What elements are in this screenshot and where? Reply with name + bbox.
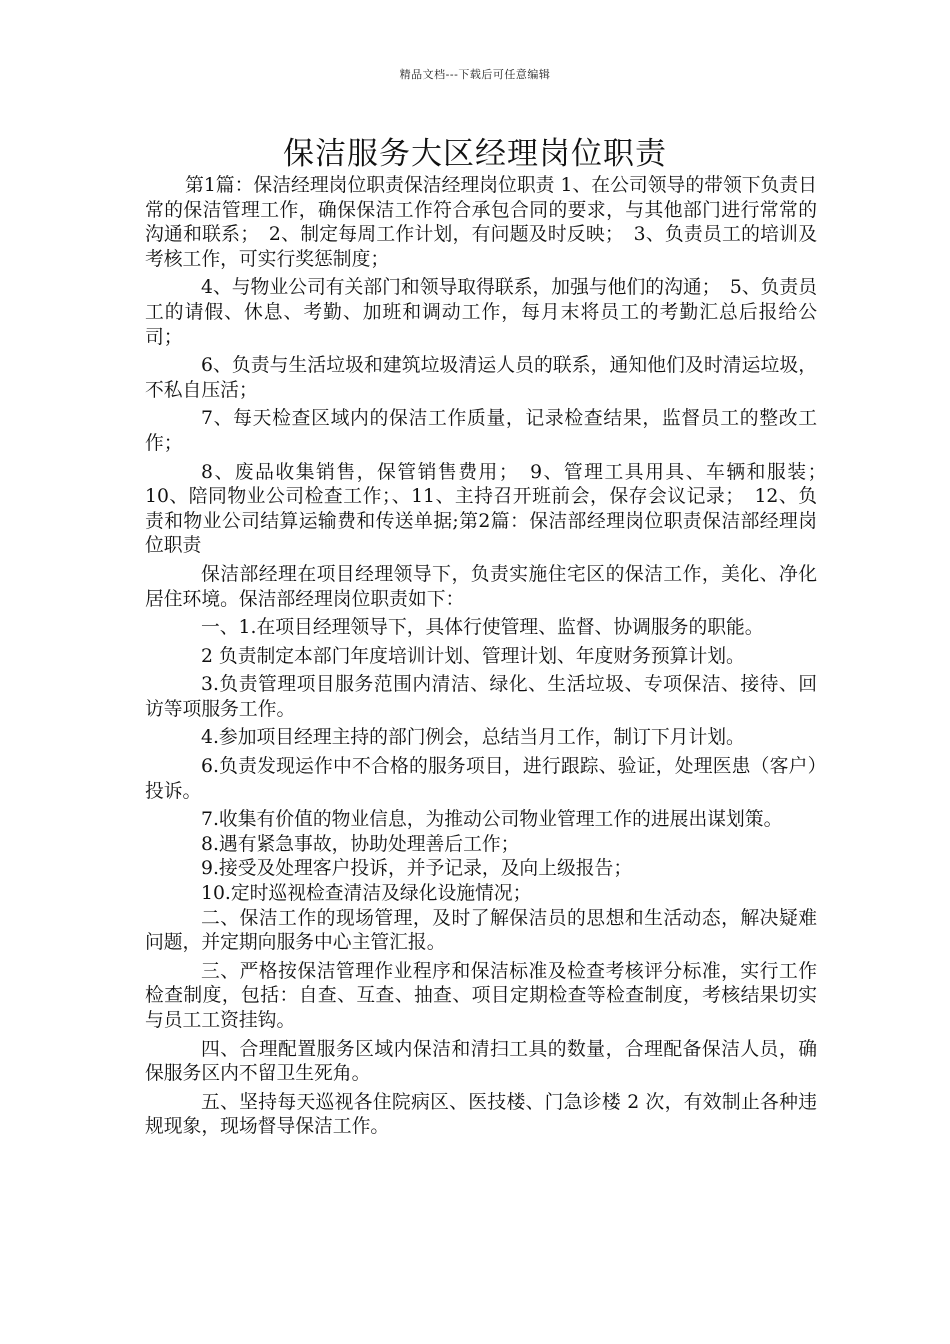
header-note: 精品文档---下载后可任意编辑 — [399, 68, 551, 81]
document-body — [145, 174, 836, 1140]
paragraph: 二、保洁工作的现场管理，及时了解保洁员的思想和生活动态，解决疑难问题，并定期向服务中心主管汇报。 — [145, 907, 817, 954]
document-title: 保洁服务大区经理岗位职责 — [283, 136, 667, 172]
paragraph: 10.定时巡视检查清洁及绿化设施情况； — [201, 883, 532, 905]
paragraph: 2 负责制定本部门年度培训计划、管理计划、年度财务预算计划。 — [201, 645, 745, 667]
paragraph: 8、废品收集销售，保管销售费用； 9、管理工具用具、车辆和服装； 10、陪同物业公司检查工作；、11、主持召开班前会，保存会议记录； 12、负责和物业公司结算运输费和传送单据;第2篇：保洁部经理岗位职责保洁部经理岗位职责 — [145, 461, 836, 557]
paragraph: 五、坚持每天巡视各住院病区、医技楼、门急诊楼 2 次，有效制止各种违规现象，现场督导保洁工作。 — [145, 1091, 817, 1138]
paragraph: 6.负责发现运作中不合格的服务项目，进行跟踪、验证，处理医患（客户）投诉。 — [145, 756, 817, 802]
paragraph: 7、每天检查区域内的保洁工作质量，记录检查结果，监督员工的整改工作； — [145, 408, 817, 454]
paragraph: 4、与物业公司有关部门和领导取得联系，加强与他们的沟通； 5、负责员工的请假、休息、考勤、加班和调动工作，每月末将员工的考勤汇总后报给公司； — [145, 277, 817, 348]
paragraph: 7.收集有价值的物业信息，为推动公司物业管理工作的进展出谋划策。 — [201, 809, 783, 831]
paragraph: 6、负责与生活垃圾和建筑垃圾清运人员的联系，通知他们及时清运垃圾，不私自压活； — [145, 355, 817, 401]
paragraph: 三、严格按保洁管理作业程序和保洁标准及检查考核评分标准，实行工作检查制度，包括：自查、互查、抽查、项目定期检查等检查制度，考核结果切实与员工工资挂钩。 — [145, 960, 817, 1031]
paragraph: 9.接受及处理客户投诉，并予记录，及向上级报告； — [201, 858, 633, 880]
paragraph: 3.负责管理项目服务范围内清洁、绿化、生活垃圾、专项保洁、接待、回访等项服务工作。 — [145, 674, 817, 720]
paragraph: 四、合理配置服务区域内保洁和清扫工具的数量，合理配备保洁人员，确保服务区内不留卫生死角。 — [145, 1038, 817, 1085]
paragraph: 4.参加项目经理主持的部门例会，总结当月工作，制订下月计划。 — [201, 727, 745, 749]
paragraph: 第1篇：保洁经理岗位职责保洁经理岗位职责 1、在公司领导的带领下负责日常的保洁管理工作，确保保洁工作符合承包合同的要求，与其他部门进行常常的沟通和联系； 2、制定每周工作计划，有问题及时反映； 3、负责员工的培训及考核工作，可实行奖惩制度； — [145, 175, 817, 270]
paragraph: 一、1.在项目经理领导下，具体行使管理、监督、协调服务的职能。 — [201, 617, 764, 639]
paragraph: 保洁部经理在项目经理领导下，负责实施住宅区的保洁工作，美化、净化居住环境。保洁部经理岗位职责如下： — [145, 563, 817, 610]
paragraph: 8.遇有紧急事故，协助处理善后工作； — [201, 833, 520, 855]
